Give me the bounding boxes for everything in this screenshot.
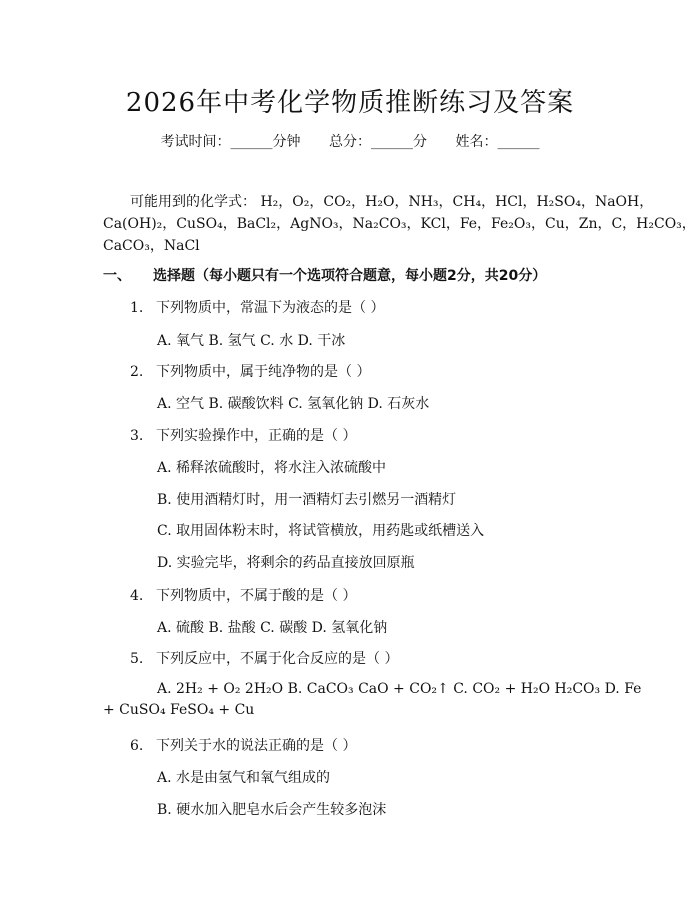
- question-3-option-a: A. 稀释浓硫酸时，将水注入浓硫酸中: [157, 460, 387, 476]
- question-1: [130, 297, 384, 317]
- question-6-option-b: B. 硬水加入肥皂水后会产生较多泡沫: [157, 802, 387, 818]
- section-number: 一、: [103, 268, 131, 284]
- question-number: 1.: [130, 300, 144, 316]
- question-number: 4.: [130, 588, 144, 604]
- question-text: 下列物质中，常温下为液态的是（ ）: [156, 300, 385, 316]
- question-text: 下列物质中，不属于酸的是（ ）: [156, 588, 357, 604]
- exam-info: [0, 131, 700, 151]
- student-name-field: 姓名：______: [455, 134, 540, 150]
- question-5-options-line-1: A. 2H₂ + O₂ 2H₂O B. CaCO₃ CaO + CO₂↑ C. CO₂ + H₂O H₂CO₃ D. Fe: [157, 681, 642, 697]
- question-2-options: A. 空气 B. 碳酸饮料 C. 氢氧化钠 D. 石灰水: [157, 396, 430, 412]
- question-1-options: A. 氧气 B. 氢气 C. 水 D. 干冰: [157, 333, 346, 349]
- question-text: 下列物质中，属于纯净物的是（ ）: [156, 364, 371, 380]
- question-5: [130, 648, 398, 668]
- question-text: 下列反应中，不属于化合反应的是（ ）: [156, 651, 399, 667]
- question-2: [130, 361, 370, 381]
- question-3-option-c: C. 取用固体粉末时，将试管横放，用药匙或纸槽送入: [157, 523, 485, 539]
- formula-list-line-2: Ca(OH)₂，CuSO₄，BaCl₂，AgNO₃，Na₂CO₃，KCl，Fe，Fe₂O₃，Cu，Zn，C，H₂CO₃，: [103, 216, 696, 232]
- question-6-option-a: A. 水是由氢气和氧气组成的: [157, 770, 331, 786]
- exam-time-field: 考试时间：______分钟: [160, 134, 301, 150]
- question-5-options-line-2: + CuSO₄ FeSO₄ + Cu: [103, 702, 255, 718]
- question-6: [130, 735, 356, 755]
- question-number: 2.: [130, 364, 144, 380]
- section-title: 选择题（每小题只有一个选项符合题意，每小题2分，共20分）: [153, 268, 547, 284]
- question-number: 5.: [130, 651, 144, 667]
- total-score-field: 总分：______分: [329, 134, 427, 150]
- formula-list-line-3: CaCO₃，NaCl: [103, 238, 200, 254]
- question-4: [130, 585, 356, 605]
- question-number: 6.: [130, 738, 144, 754]
- question-text: 下列实验操作中，正确的是（ ）: [156, 428, 357, 444]
- question-3: [130, 425, 356, 445]
- section-heading: [103, 265, 546, 285]
- question-4-options: A. 硫酸 B. 盐酸 C. 碳酸 D. 氢氧化钠: [157, 620, 388, 636]
- question-number: 3.: [130, 428, 144, 444]
- page-title: 2026年中考化学物质推断练习及答案: [125, 88, 575, 118]
- question-3-option-d: D. 实验完毕，将剩余的药品直接放回原瓶: [157, 555, 415, 571]
- formula-list-line-1: 可能用到的化学式： H₂，O₂，CO₂，H₂O，NH₃，CH₄，HCl，H₂SO₄，NaOH，: [130, 194, 654, 210]
- question-text: 下列关于水的说法正确的是（ ）: [156, 738, 357, 754]
- question-3-option-b: B. 使用酒精灯时，用一酒精灯去引燃另一酒精灯: [157, 492, 457, 508]
